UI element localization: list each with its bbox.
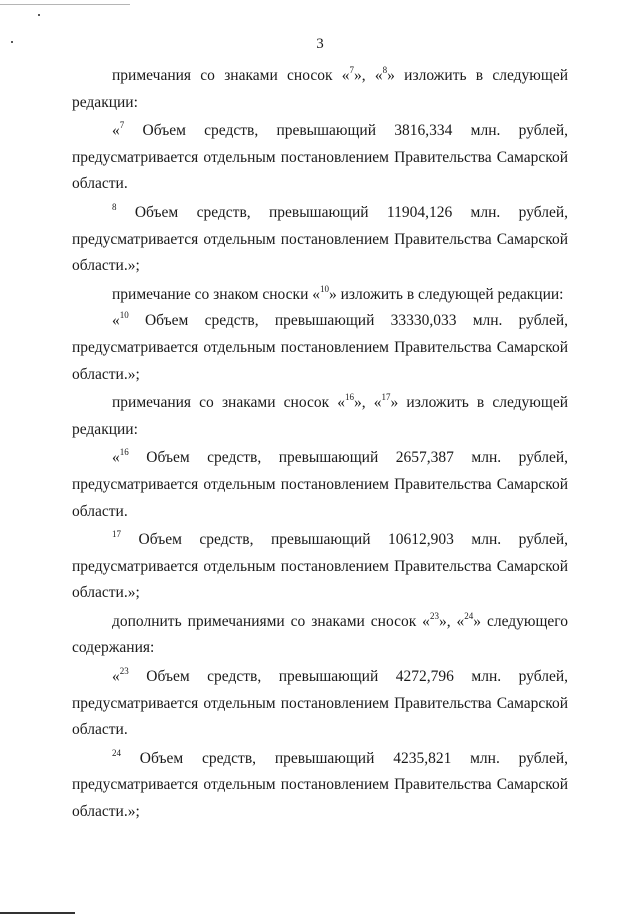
paragraph-footnote-7: «$^7$ Объем средств, превышающий 3816,334 млн. рублей, предусматривается отдельным постановлением Правительства Самарской области. [72,120,568,193]
paragraph-footnote-10: «$^{10}$ Объем средств, превышающий 33330,033 млн. рублей, предусматривается отдельным постановлением Правительства Самарской области.»; [72,310,568,383]
scan-artifact-line-bottom [0,912,75,914]
document-body [72,63,568,826]
paragraph-footnote-10-intro: примечание со знаком сноски «$^{10}$» изложить в следующей редакции: [112,283,564,303]
paragraph-footnote-8: $^8$ Объем средств, превышающий 11904,126 млн. рублей, предусматривается отдельным постановлением Правительства Самарской области.»; [72,201,568,275]
page-number: 3 [316,36,324,52]
scan-artifact-dot [38,14,40,16]
paragraph-footnote-24: $^{24}$ Объем средств, превышающий 4235,821 млн. рублей, предусматривается отдельным постановлением Правительства Самарской области.»; [72,747,568,821]
paragraph-footnotes-16-17-intro: примечания со знаками сносок «$^{16}$», «$^{17}$» изложить в следующей редакции: [72,392,568,438]
paragraph-footnotes-23-24-intro: дополнить примечаниями со знаками сносок «$^{23}$», «$^{24}$» следующего содержания: [72,610,569,657]
paragraph-footnote-23: «$^{23}$ Объем средств, превышающий 4272,796 млн. рублей, предусматривается отдельным постановлением Правительства Самарской области. [72,666,568,739]
paragraph-footnote-17: $^{17}$ Объем средств, превышающий 10612,903 млн. рублей, предусматривается отдельным постановлением Правительства Самарской области.»; [72,529,568,602]
paragraph-footnotes-7-8-intro: примечания со знаками сносок «$^7$», «$^8$» изложить в следующей редакции: [72,65,568,111]
scan-artifact-line-top [0,4,130,5]
paragraph-footnote-16: «$^{16}$ Объем средств, превышающий 2657,387 млн. рублей, предусматривается отдельным постановлением Правительства Самарской области. [72,447,568,520]
